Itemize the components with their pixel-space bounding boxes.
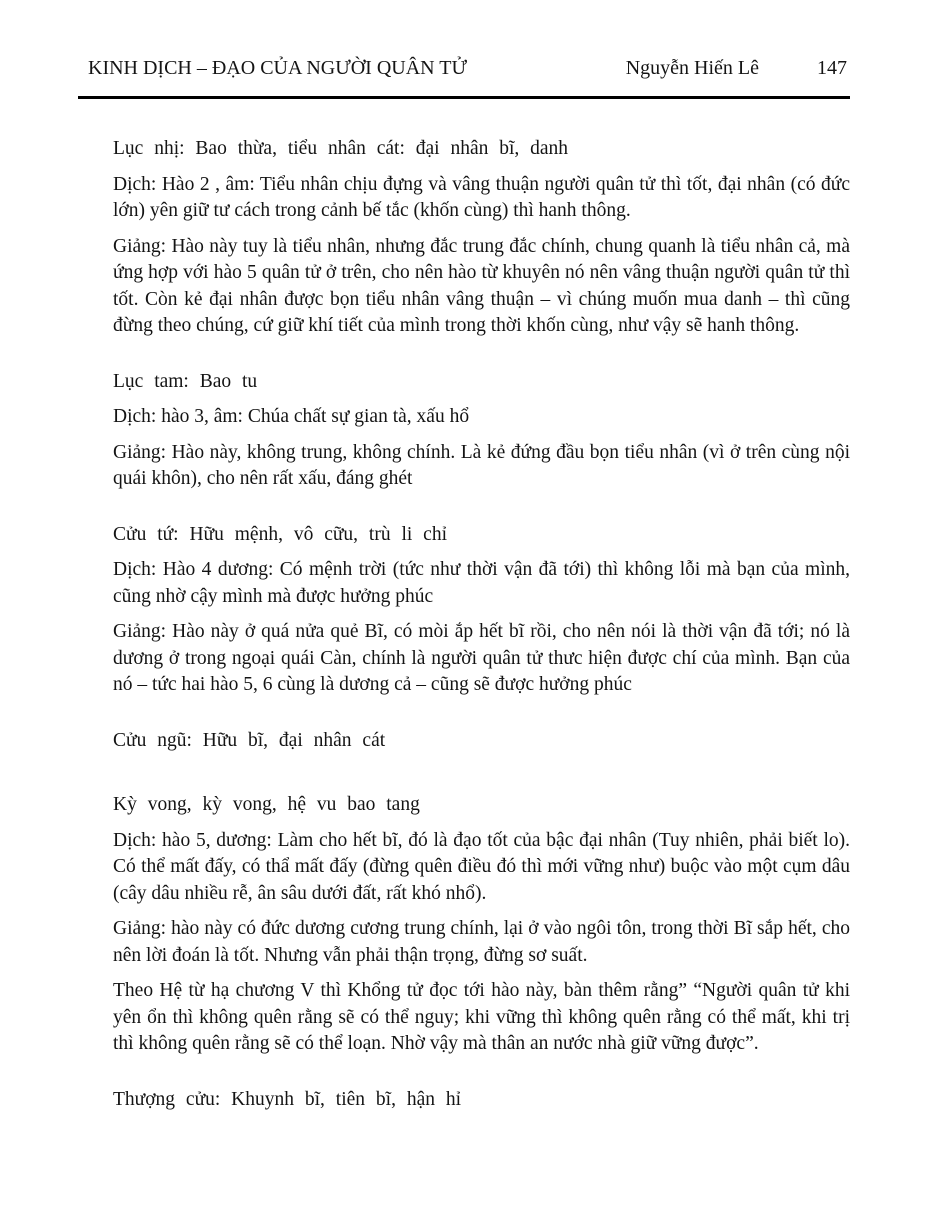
book-title: KINH DỊCH – ĐẠO CỦA NGƯỜI QUÂN TỬ bbox=[88, 57, 467, 79]
section-heading-cuu-ngu: Cửu ngũ: Hữu bĩ, đại nhân cát bbox=[113, 729, 386, 751]
section-heading-luc-tam: Lục tam: Bao tu bbox=[113, 370, 258, 392]
section-heading-luc-nhi: Lục nhị: Bao thừa, tiểu nhân cát: đại nhân bĩ, danh bbox=[113, 138, 569, 159]
section-heading-cuu-tu: Cửu tứ: Hữu mệnh, vô cữu, trù li chỉ bbox=[113, 523, 447, 545]
dich-hao-3-paragraph: Dịch: hào 3, âm: Chúa chất sự gian tà, xấu hổ bbox=[113, 406, 470, 427]
section-heading-thuong-cuu: Thượng cửu: Khuynh bĩ, tiên bĩ, hận hỉ bbox=[113, 1088, 462, 1110]
running-header bbox=[0, 0, 935, 80]
author-name: Nguyễn Hiến Lê bbox=[625, 57, 759, 79]
section-heading-ky-vong: Kỳ vong, kỳ vong, hệ vu bao tang bbox=[113, 794, 420, 815]
giang-hao-3-paragraph: Giảng: Hào này, không trung, không chính. Là kẻ đứng đầu bọn tiểu nhân (vì ở trên cùng nội quái khôn), cho nên rất xấu, đáng ghét bbox=[113, 441, 850, 489]
header-right-group bbox=[626, 56, 847, 80]
he-tu-ha-chuong-v-paragraph: Theo Hệ từ hạ chương V thì Khổng tử đọc tới hào này, bàn thêm rằng” “Người quân tử khi yên ổn thì không quên rằng sẽ có thể nguy; khi vững thì không quên rằng có thể mất, khi trị thì không quên rằng sẽ có thể loạn. Nhờ vậy mà thân an nước nhà giữ vững được”. bbox=[113, 980, 850, 1054]
giang-hao-5-paragraph: Giảng: hào này có đức dương cương trung chính, lại ở vào ngôi tôn, trong thời Bĩ sắp hết, cho nên lời đoán là tốt. Nhưng vẫn phải thận trọng, đừng sơ suất. bbox=[113, 918, 850, 966]
page-body-text bbox=[0, 99, 935, 1113]
dich-hao-4-paragraph: Dịch: Hào 4 dương: Có mệnh trời (tức như thời vận đã tới) thì không lỗi mà bạn của mình, cũng nhờ cậy mình mà được hưởng phúc bbox=[113, 559, 850, 607]
page-number: 147 bbox=[817, 57, 847, 79]
dich-hao-5-paragraph: Dịch: hào 5, dương: Làm cho hết bĩ, đó là đạo tốt của bậc đại nhân (Tuy nhiên, phải biết lo). Có thể mất đấy, có thẩ mất đấy (đừng quên điều đó thì mới vững như) buộc vào một cụm dâu (cây dâu nhiều rễ, ân sâu dưới đất, rất khó nhổ). bbox=[113, 829, 850, 904]
dich-hao-2-paragraph: Dịch: Hào 2 , âm: Tiểu nhân chịu đựng và vâng thuận người quân tử thì tốt, đại nhân (có đức lớn) yên giữ tư cách trong cảnh bế tắc (khốn cùng) thì hanh thông. bbox=[113, 173, 850, 221]
giang-hao-4-paragraph: Giảng: Hào này ở quá nửa quẻ Bĩ, có mòi ắp hết bĩ rồi, cho nên nói là thời vận đã tới; nó là dương ở trong ngoại quái Càn, chính là người quân tử thưc hiện được chí của mình. Bạn của nó – tức hai hào 5, 6 cùng là dương cả – cũng sẽ được hưởng phúc bbox=[113, 621, 850, 695]
giang-hao-2-paragraph: Giảng: Hào này tuy là tiểu nhân, nhưng đắc trung đắc chính, chung quanh là tiểu nhân cả, mà ứng hợp với hào 5 quân tử ở trên, cho nên hào từ khuyên nó nên vâng thuận người quân tử thì tốt. Còn kẻ đại nhân được bọn tiểu nhân vâng thuận – vì chúng muốn mua danh – thì cũng đừng theo chúng, cứ giữ khí tiết của mình trong thời khốn cùng, như vậy sẽ hanh thông. bbox=[113, 235, 850, 336]
